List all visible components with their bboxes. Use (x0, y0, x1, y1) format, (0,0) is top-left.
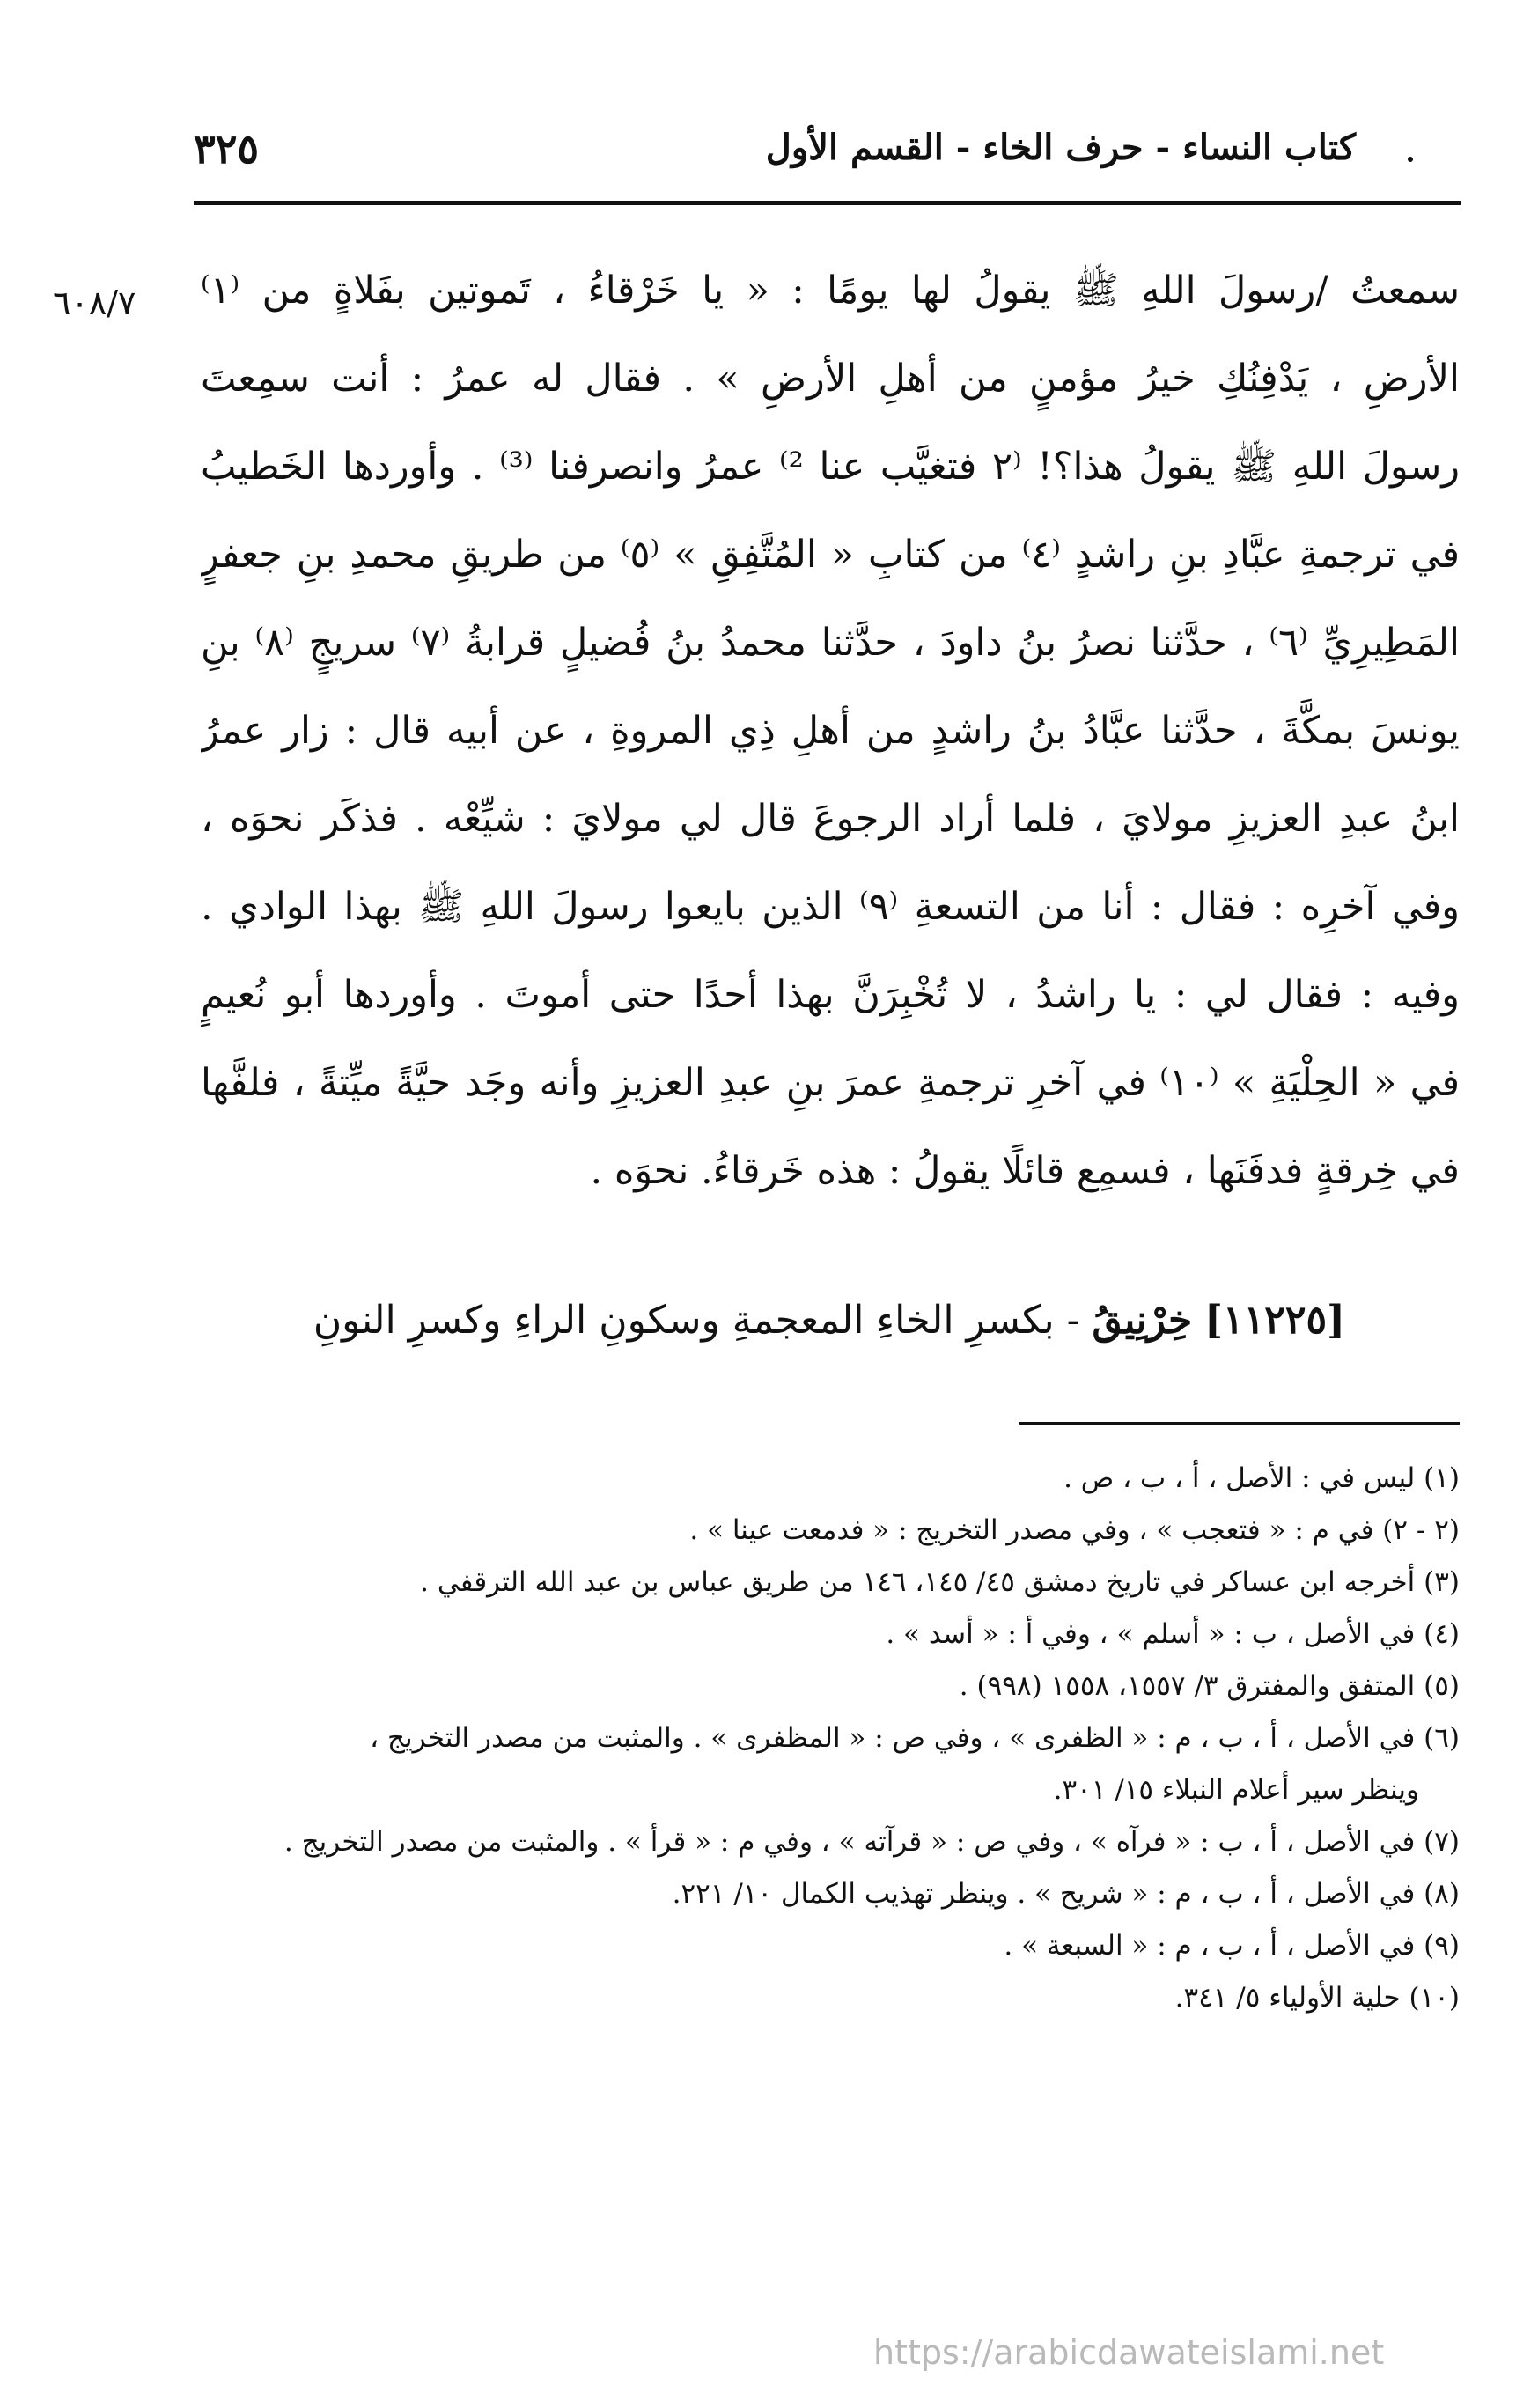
running-title: كتاب النساء - حرف الخاء - القسم الأول (765, 127, 1356, 168)
footnote: (٩) في الأصل ، أ ، ب ، م : « السبعة » . (1004, 1930, 1460, 1962)
footnote: (٧) في الأصل ، أ ، ب : « فرآه » ، وفي ص : « قرآته » ، وفي م : « قرأ » . والمثبت من مصدر التخريج . (283, 1826, 1460, 1858)
main-text (201, 247, 1460, 1215)
text-line: وفيه : فقال لي : يا راشدُ ، لا تُخْبِرَنَّ بهذا أحدًا حتى أموتَ . وأوردها أبو نُعيمٍ (201, 973, 1460, 1017)
text-line: الأرضِ ، يَدْفِنُكِ خيرُ مؤمنٍ من أهلِ الأرضِ » . فقال له عمرُ : أنت سمِعتَ (201, 357, 1460, 401)
text-line: ابنُ عبدِ العزيزِ مولايَ ، فلما أراد الرجوعَ قال لي مولايَ : شيِّعْه . فذكَر نحوَه ، (201, 797, 1460, 841)
footnote: (١٠) حلية الأولياء ٥/ ٣٤١. (1174, 1982, 1460, 2014)
entry-text: - بكسرِ الخاءِ المعجمةِ وسكونِ الراءِ وكسرِ النونِ (313, 1298, 1080, 1343)
footnote: (٥) المتفق والمفترق ٣/ ١٥٥٧، ١٥٥٨ (٩٩٨) . (959, 1670, 1460, 1702)
footnote-continuation: وينظر سير أعلام النبلاء ١٥/ ٣٠١. (1053, 1774, 1419, 1806)
footnote: (٤) في الأصل ، ب : « أسلم » ، وفي أ : « أسد » . (886, 1618, 1460, 1650)
page-number: ٣٢٥ (194, 125, 260, 173)
entry-name: خِرْنِيقُ (1092, 1298, 1193, 1343)
entry-heading (201, 1281, 1345, 1360)
footnote: (٨) في الأصل ، أ ، ب ، م : « شريح » . وينظر تهذيب الكمال ١٠/ ٢٢١. (672, 1878, 1460, 1910)
text-line: في ترجمةِ عبَّادِ بنِ راشدٍ ⁽٤⁾ من كتابِ « المُتَّفِقِ » ⁽٥⁾ من طريقِ محمدِ بنِ جعفرٍ (201, 533, 1460, 577)
header-rule (194, 201, 1461, 205)
header-dot (1408, 157, 1413, 162)
watermark-url: https://arabicdawateislami.net (873, 2333, 1385, 2372)
text-line: يونسَ بمكَّةَ ، حدَّثنا عبَّادُ بنُ راشدٍ من أهلِ ذِي المروةِ ، عن أبيه قال : زار عمرُ (201, 709, 1460, 753)
text-line: في خِرقةٍ فدفَنَها ، فسمِع قائلًا يقولُ : هذه خَرقاءُ. نحوَه . (590, 1149, 1460, 1193)
margin-reference: ٦٠٨/٧ (53, 284, 136, 322)
footnote: (٦) في الأصل ، أ ، ب ، م : « الظفرى » ، وفي ص : « المظفرى » . والمثبت من مصدر التخريج ، (370, 1722, 1460, 1754)
text-line: وفي آخرِه : فقال : أنا من التسعةِ ⁽٩⁾ الذين بايعوا رسولَ اللهِ ﷺ بهذا الوادي . (201, 885, 1460, 929)
footnotes (201, 1453, 1460, 2024)
footnote: (١) ليس في : الأصل ، أ ، ب ، ص . (1063, 1462, 1460, 1494)
footnote-separator (1019, 1422, 1460, 1425)
entry-number: [١١٢٢٥] (1204, 1298, 1345, 1343)
text-line: المَطِيرِيِّ ⁽٦⁾ ، حدَّثنا نصرُ بنُ داودَ ، حدَّثنا محمدُ بنُ فُضيلٍ قرابةُ ⁽٧⁾ سريجٍ ⁽٨⁾ بنِ (201, 621, 1460, 665)
text-line: رسولَ اللهِ ﷺ يقولُ هذا؟! ⁽٢ فتغيَّب عنا ²⁾ عمرُ وانصرفنا ⁽³⁾ . وأوردها الخَطيبُ (201, 445, 1460, 489)
text-line: سمعتُ /رسولَ اللهِ ﷺ يقولُ لها يومًا : « يا خَرْقاءُ ، تَموتين بفَلاةٍ من ⁽١⁾ (201, 269, 1460, 313)
footnote: (٣) أخرجه ابن عساكر في تاريخ دمشق ٤٥/ ١٤٥، ١٤٦ من طريق عباس بن عبد الله الترقفي . (420, 1566, 1460, 1598)
text-line: في « الحِلْيَةِ » ⁽١٠⁾ في آخرِ ترجمةِ عمرَ بنِ عبدِ العزيزِ وأنه وجَد حيَّةً ميِّتةً ، فلفَّها (201, 1061, 1460, 1105)
page-header (194, 114, 1461, 185)
footnote: (٢ - ٢) في م : « فتعجب » ، وفي مصدر التخريج : « فدمعت عينا » . (689, 1514, 1460, 1546)
